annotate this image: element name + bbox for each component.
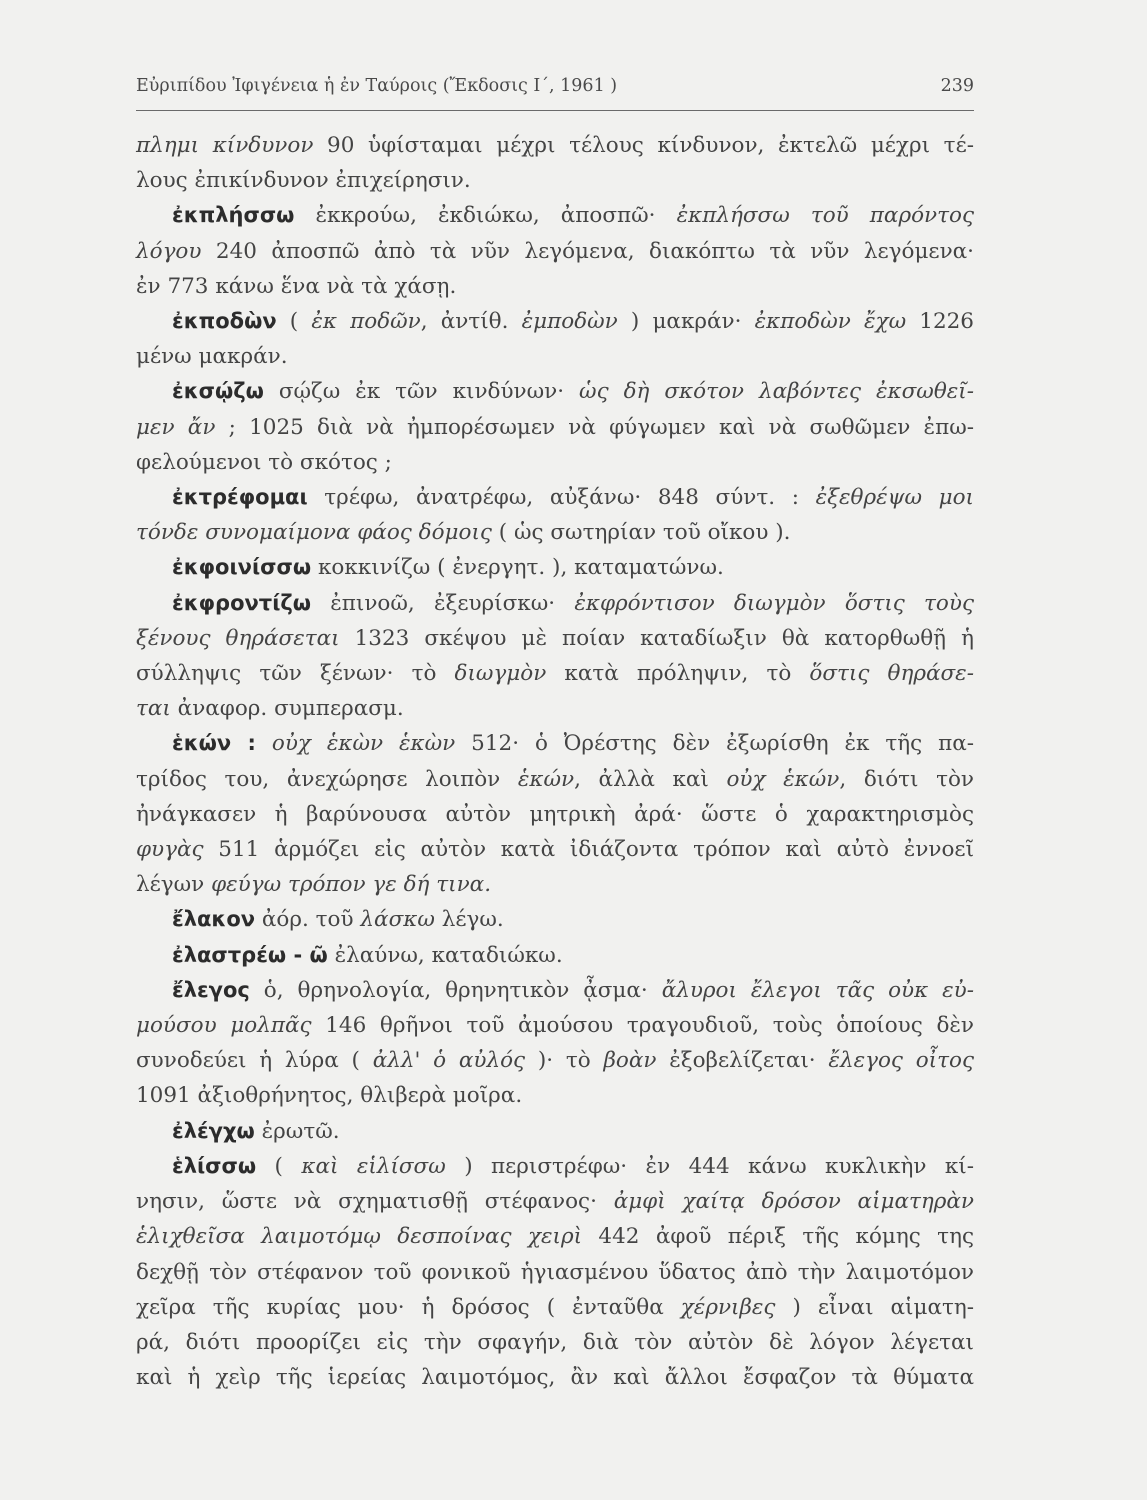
quoted-greek: ὅστις θηράσε- bbox=[809, 661, 974, 687]
gloss-text: καὶ ἡ χεὶρ τῆς ἱερείας λαιμοτόμος, ἂν καὶ ἄλλοι ἔσφαζον τὰ θύματα bbox=[136, 1365, 974, 1391]
text-line bbox=[136, 1219, 974, 1254]
text-line bbox=[136, 198, 974, 233]
text-line bbox=[136, 374, 974, 409]
text-line bbox=[136, 1255, 974, 1290]
gloss-text: ἐκκρούω, ἐκδιώκω, ἀποσπῶ· bbox=[294, 203, 677, 229]
gloss-text: 240 ἀποσπῶ ἀπὸ τὰ νῦν λεγόμενα, διακόπτω τὰ νῦν λεγόμενα· bbox=[201, 238, 974, 264]
quoted-greek: ἐξεθρέψω μοι bbox=[815, 485, 974, 511]
text-line bbox=[136, 586, 974, 621]
gloss-text: ἀναφορ. συμπερασμ. bbox=[170, 696, 404, 722]
text-line bbox=[136, 1360, 974, 1395]
quoted-greek: μούσου μολπᾶς bbox=[136, 1013, 312, 1039]
gloss-text: λους ἐπικίνδυνον ἐπιχείρησιν. bbox=[136, 168, 471, 194]
gloss-text: σύλληψις τῶν ξένων· τὸ bbox=[136, 661, 455, 687]
text-line bbox=[136, 1184, 974, 1219]
quoted-greek: διωγμὸν bbox=[454, 661, 547, 687]
text-line bbox=[136, 938, 974, 973]
gloss-text: κατὰ πρόληψιν, τὸ bbox=[546, 661, 810, 687]
quoted-greek: οὐχ ἑκὼν ἑκὼν bbox=[271, 731, 456, 757]
entry-headword: ἑλίσσω bbox=[172, 1153, 257, 1178]
gloss-text: ) μακράν· bbox=[617, 309, 755, 335]
gloss-text: ; 1025 διὰ νὰ ἠμπορέσωμεν νὰ φύγωμεν καὶ νὰ σωθῶμεν ἐπω- bbox=[215, 414, 974, 440]
text-line bbox=[136, 726, 974, 761]
text-line bbox=[136, 762, 974, 797]
text-line bbox=[136, 339, 974, 374]
quoted-greek: καὶ εἱλίσσω bbox=[301, 1153, 446, 1179]
gloss-text: 442 ἀφοῦ πέριξ τῆς κόμης της bbox=[582, 1224, 974, 1250]
quoted-greek: φυγὰς bbox=[136, 837, 204, 863]
text-line bbox=[136, 902, 974, 937]
gloss-text: ἐρωτῶ. bbox=[254, 1118, 340, 1144]
quoted-greek: χέρνιβες bbox=[680, 1294, 776, 1320]
gloss-text: κοκκινίζω ( ἐνεργητ. ), καταματώνω. bbox=[311, 555, 724, 581]
running-head-title: Εὐριπίδου Ἰφιγένεια ἡ ἐν Ταύροις (Ἔκδοσις Ι΄, 1961 ) bbox=[136, 76, 618, 96]
quoted-greek: ται bbox=[136, 696, 171, 722]
entry-headword: ἐλέγχω bbox=[172, 1118, 255, 1143]
text-line bbox=[136, 832, 974, 867]
entry-headword: ἐκσῴζω bbox=[172, 379, 264, 404]
gloss-text bbox=[256, 731, 272, 756]
gloss-text: 511 ἁρμόζει εἰς αὐτὸν κατὰ ἰδιάζοντα τρόπον καὶ αὐτὸ ἐννοεῖ bbox=[203, 837, 974, 863]
gloss-text: ἐπινοῶ, ἐξευρίσκω· bbox=[311, 590, 575, 616]
gloss-text: 146 θρῆνοι τοῦ ἀμούσου τραγουδιοῦ, τοὺς ὁποίους δὲν bbox=[311, 1013, 975, 1039]
text-line bbox=[136, 797, 974, 832]
quoted-greek: λόγου bbox=[136, 238, 202, 264]
page-number: 239 bbox=[940, 76, 974, 96]
gloss-text: 1091 ἀξιοθρήνητος, θλιβερὰ μοῖρα. bbox=[136, 1083, 523, 1109]
entry-headword: ἐλαστρέω - ῶ bbox=[172, 942, 328, 967]
quoted-greek: ἔλεγος οἶτος bbox=[828, 1048, 974, 1074]
quoted-greek: ἐκποδὼν ἔχω bbox=[754, 309, 907, 335]
gloss-text: ( bbox=[276, 309, 312, 335]
text-line bbox=[136, 656, 974, 691]
glossary-body bbox=[136, 128, 974, 1395]
quoted-greek: ξένους θηράσεται bbox=[136, 625, 340, 651]
gloss-text: , διότι τὸν bbox=[839, 766, 974, 792]
gloss-text: 1226 bbox=[906, 309, 974, 335]
gloss-text: ρά, διότι προορίζει εἰς τὴν σφαγήν, διὰ τὸν αὐτὸν δὲ λόγον λέγεται bbox=[136, 1329, 974, 1355]
text-line bbox=[136, 1290, 974, 1325]
text-line bbox=[136, 621, 974, 656]
gloss-text: ( bbox=[256, 1153, 302, 1179]
text-line bbox=[136, 1325, 974, 1360]
entry-headword: ἐκτρέφομαι bbox=[172, 485, 308, 510]
gloss-text: , ἀντίθ. bbox=[420, 309, 522, 335]
gloss-text: σῴζω ἐκ τῶν κινδύνων· bbox=[263, 379, 580, 405]
quoted-greek: οὐχ ἑκών bbox=[726, 766, 840, 792]
gloss-text: , ἀλλὰ καὶ bbox=[574, 766, 727, 792]
gloss-text: ἀόρ. τοῦ bbox=[255, 907, 361, 933]
text-line bbox=[136, 691, 974, 726]
text-line bbox=[136, 1114, 974, 1149]
entry-headword: ἐκφροντίζω bbox=[172, 590, 312, 615]
quoted-greek: ἀμφὶ χαίτᾳ δρόσον αἱματηρὰν bbox=[613, 1189, 975, 1215]
gloss-text: συνοδεύει ἡ λύρα ( bbox=[136, 1048, 373, 1074]
gloss-text: λέγω. bbox=[434, 907, 504, 933]
quoted-greek: ἑκών bbox=[517, 766, 575, 792]
gloss-text: 90 ὑφίσταμαι μέχρι τέλους κίνδυνον, ἐκτελῶ μέχρι τέ- bbox=[313, 133, 974, 158]
gloss-text: ἐν 773 κάνω ἕνα νὰ τὰ χάσῃ. bbox=[136, 273, 457, 299]
quoted-greek: ἄλυροι ἔλεγοι τᾶς οὐκ εὐ- bbox=[661, 977, 974, 1003]
gloss-text: φελούμενοι τὸ σκότος ; bbox=[136, 449, 392, 475]
gloss-text: δεχθῇ τὸν στέφανον τοῦ φονικοῦ ἡγιασμένου ὕδατος ἀπὸ τὴν λαιμοτόμον bbox=[136, 1259, 974, 1285]
gloss-text: τρέφω, ἀνατρέφω, αὐξάνω· 848 σύντ. : bbox=[307, 485, 816, 511]
header-rule bbox=[136, 110, 974, 111]
text-line bbox=[136, 445, 974, 480]
gloss-text: ἠνάγκασεν ἡ βαρύνουσα αὐτὸν μητρικὴ ἀρά· ὥστε ὁ χαρακτηρισμὸς bbox=[136, 801, 974, 827]
gloss-text: ὁ, θρηνολογία, θρηνητικὸν ᾆσμα· bbox=[249, 977, 662, 1003]
text-line bbox=[136, 304, 974, 339]
gloss-text: ἐλαύνω, καταδιώκω. bbox=[327, 942, 563, 968]
quoted-greek: μεν ἄν bbox=[136, 414, 216, 440]
text-line bbox=[136, 234, 974, 269]
entry-headword: ἐκφοινίσσω bbox=[172, 555, 312, 580]
gloss-text: ( ὡς σωτηρίαν τοῦ οἴκου ). bbox=[491, 520, 791, 546]
gloss-text: 512· ὁ Ὀρέστης δὲν ἐξωρίσθη ἐκ τῆς πα- bbox=[455, 731, 975, 757]
gloss-text: ἐξοβελίζεται· bbox=[656, 1048, 829, 1074]
entry-headword: ἔλακον bbox=[172, 907, 256, 932]
text-line bbox=[136, 1078, 974, 1113]
quoted-greek: ἀλλ' ὁ αὐλός bbox=[372, 1048, 526, 1074]
text-line bbox=[136, 1043, 974, 1078]
quoted-greek: ἑλιχθεῖσα λαιμοτόμῳ δεσποίνας χειρὶ bbox=[136, 1224, 583, 1250]
gloss-text: λέγων bbox=[136, 872, 212, 898]
text-line bbox=[136, 410, 974, 445]
quoted-greek: τόνδε συνομαίμονα φάος δόμοις bbox=[136, 520, 492, 546]
quoted-greek: πλημι κίνδυνον bbox=[136, 133, 314, 158]
text-line bbox=[136, 269, 974, 304]
gloss-text: μένω μακράν. bbox=[136, 344, 288, 370]
quoted-greek: ὡς δὴ σκότον λαβόντες ἐκσωθεῖ- bbox=[579, 379, 974, 405]
quoted-greek: ἐκφρόντισον διωγμὸν ὅστις τοὺς bbox=[574, 590, 974, 616]
text-line bbox=[136, 128, 974, 163]
text-line bbox=[136, 480, 974, 515]
gloss-text: ) περιστρέφω· ἐν 444 κάνω κυκλικὴν κί- bbox=[445, 1153, 974, 1179]
running-head bbox=[136, 76, 974, 96]
entry-headword: ἔλεγος bbox=[172, 977, 250, 1002]
text-line bbox=[136, 1149, 974, 1184]
text-line bbox=[136, 867, 974, 902]
text-line bbox=[136, 550, 974, 585]
text-line bbox=[136, 973, 974, 1008]
gloss-text: νησιν, ὥστε νὰ σχηματισθῇ στέφανος· bbox=[136, 1189, 614, 1215]
gloss-text: χεῖρα τῆς κυρίας μου· ἡ δρόσος ( ἐνταῦθα bbox=[136, 1294, 681, 1320]
gloss-text: )· τὸ bbox=[525, 1048, 604, 1074]
gloss-text: 1323 σκέψου μὲ ποίαν καταδίωξιν θὰ κατορθωθῇ ἡ bbox=[339, 625, 974, 651]
entry-headword: ἑκών : bbox=[172, 731, 256, 756]
gloss-text: ) εἶναι αἱματη- bbox=[775, 1294, 974, 1320]
quoted-greek: ἐκπλήσσω τοῦ παρόντος bbox=[676, 203, 974, 229]
quoted-greek: ἐμποδὼν bbox=[521, 309, 618, 335]
text-line bbox=[136, 163, 974, 198]
entry-headword: ἐκπλήσσω bbox=[172, 203, 295, 228]
quoted-greek: ἐκ ποδῶν bbox=[311, 309, 421, 335]
gloss-text: τρίδος του, ἀνεχώρησε λοιπὸν bbox=[136, 766, 518, 792]
text-line bbox=[136, 1008, 974, 1043]
entry-headword: ἐκποδὼν bbox=[172, 309, 277, 334]
text-line bbox=[136, 515, 974, 550]
quoted-greek: βοὰν bbox=[603, 1048, 657, 1074]
quoted-greek: φεύγω τρόπον γε δή τινα. bbox=[211, 872, 492, 898]
quoted-greek: λάσκω bbox=[360, 907, 435, 933]
